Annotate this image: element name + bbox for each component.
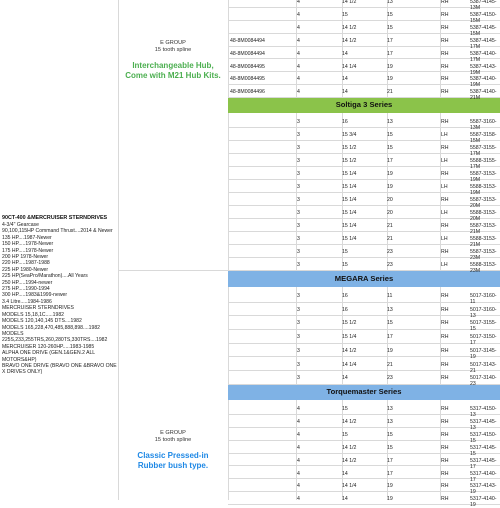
sku-cell: 5588-3153-23M	[470, 262, 497, 274]
rotation-cell: LH	[441, 132, 448, 138]
rotation-cell: RH	[441, 145, 449, 151]
pitch-cell: 23	[387, 262, 393, 268]
table-row	[228, 166, 500, 183]
sku-cell: 5317-4145-13	[470, 418, 497, 431]
diameter-cell: 15 1/4	[342, 184, 357, 190]
rotation-cell: LH	[441, 236, 448, 242]
sku-cell: 5587-3153-21M	[470, 223, 497, 235]
rotation-cell: RH	[441, 223, 449, 229]
pitch-cell: 19	[387, 63, 393, 70]
sku-cell: 5317-4150-15	[470, 431, 497, 444]
rotation-cell: RH	[441, 444, 449, 451]
compatibility-line: MODELS 120,140,145 DTS....1982	[2, 318, 82, 325]
sku-cell: 5387-4143-19M	[470, 63, 497, 76]
blade-count-cell: 4	[297, 89, 300, 96]
diameter-cell: 15 1/4	[342, 334, 357, 341]
blade-count-cell: 4	[297, 406, 300, 412]
compatibility-line: 150 HP.....1978-Newer	[2, 241, 54, 248]
torquemaster-series-header: Torquemaster Series	[228, 384, 500, 400]
rotation-cell: RH	[441, 24, 449, 31]
diameter-cell: 14 1/4	[342, 63, 357, 70]
pitch-cell: 15	[387, 444, 393, 451]
compatibility-line: MODELS 15,18,1C.....1982	[2, 311, 65, 318]
sku-cell: 5588-3153-19M	[470, 184, 497, 196]
table-row	[228, 453, 500, 470]
sku-cell: 5587-3158-15M	[470, 132, 497, 144]
sku-cell: 5317-4143-19	[470, 483, 497, 496]
sku-cell: 5387-4140-21M	[470, 89, 497, 102]
diameter-cell: 14 1/2	[342, 37, 357, 44]
diameter-cell: 16	[342, 306, 348, 313]
table-row	[228, 71, 500, 89]
diameter-cell: 14 1/2	[342, 418, 357, 425]
sku-cell: 5587-3155-17M	[470, 145, 497, 157]
blade-count-cell: 4	[297, 483, 300, 490]
e-group-highlight: Interchangeable Hub, Come with M21 Hub Kits.	[125, 61, 221, 80]
compatibility-line: 225 HP 1980-Newer	[2, 266, 49, 273]
sku-cell: 5387-4150-15M	[470, 11, 497, 24]
compatibility-line: MODELS	[2, 330, 24, 337]
table-row	[228, 244, 500, 261]
table-row	[228, 46, 500, 63]
table-row	[228, 33, 500, 50]
sku-cell: 5317-4150-13	[470, 406, 497, 418]
sku-cell: 5587-3160-13M	[470, 119, 497, 131]
table-row	[228, 329, 500, 347]
blade-count-cell: 3	[297, 158, 300, 164]
rotation-cell: RH	[441, 171, 449, 177]
table-row	[228, 343, 500, 358]
pitch-cell: 21	[387, 361, 393, 368]
megara-series-header: MEGARA Series	[228, 271, 500, 287]
compatibility-line: 200 HP 1978-Newer	[2, 254, 49, 261]
pitch-cell: 17	[387, 50, 393, 57]
blade-count-cell: 3	[297, 184, 300, 190]
sku-cell: 5317-4140-17	[470, 470, 497, 483]
table-row	[228, 20, 500, 37]
table-row	[228, 466, 500, 483]
rotation-cell: RH	[441, 76, 449, 83]
table-row	[228, 257, 500, 274]
mercury-part-cell: 48-8M0084495	[230, 63, 265, 70]
table-row	[228, 401, 500, 418]
blade-count-cell: 3	[297, 132, 300, 138]
blade-count-cell: 4	[297, 11, 300, 18]
e-group-highlight: Classic Pressed-in Rubber bush type.	[137, 451, 209, 470]
rotation-cell: RH	[441, 306, 449, 313]
blade-count-cell: 3	[297, 223, 300, 229]
blade-count-cell: 3	[297, 306, 300, 313]
sku-cell: 5317-4145-15	[470, 444, 497, 457]
diameter-cell: 15 3/4	[342, 132, 357, 138]
rotation-cell: RH	[441, 361, 449, 368]
soltiga-series-header: Soltiga 3 Series	[228, 97, 500, 113]
compatibility-line: 300 HP.....1983&1999-newer	[2, 292, 68, 299]
diameter-cell: 14	[342, 470, 348, 477]
pitch-cell: 13	[387, 418, 393, 425]
pitch-cell: 21	[387, 89, 393, 96]
rotation-cell: LH	[441, 262, 448, 268]
blade-count-cell: 3	[297, 171, 300, 177]
diameter-cell: 15	[342, 11, 348, 18]
sku-cell: 5387-4145-17M	[470, 37, 497, 50]
table-row	[228, 302, 500, 317]
compatibility-line: 220 HP.....1987-1988	[2, 260, 50, 267]
pitch-cell: 15	[387, 431, 393, 438]
pitch-cell: 17	[387, 158, 393, 164]
rotation-cell: RH	[441, 347, 449, 354]
compatibility-line: 3.4 Litre.....1984-1986	[2, 298, 52, 305]
blade-count-cell: 3	[297, 361, 300, 368]
pitch-cell: 11	[387, 293, 393, 299]
sku-cell: 5317-4140-19	[470, 496, 497, 508]
pitch-cell: 21	[387, 223, 393, 229]
diameter-cell: 14	[342, 375, 348, 382]
blade-count-cell: 4	[297, 418, 300, 425]
diameter-cell: 14	[342, 76, 348, 83]
compatibility-line: 225 HP(SeaPro/Marathon)....All Years	[2, 273, 88, 280]
compatibility-line: MERCRUISER 120-260HP.....1983-1985	[2, 343, 95, 350]
compatibility-line: 275 HP.....1990-1994	[2, 286, 50, 293]
compatibility-lines	[2, 222, 117, 376]
table-row	[228, 205, 500, 222]
diameter-cell: 14	[342, 50, 348, 57]
blade-count-cell: 4	[297, 37, 300, 44]
compatibility-line: X DRIVES ONLY)	[2, 369, 43, 376]
diameter-cell: 15	[342, 249, 348, 255]
blade-count-cell: 3	[297, 262, 300, 268]
pitch-cell: 17	[387, 37, 393, 44]
rotation-cell: RH	[441, 470, 449, 477]
table-row	[228, 370, 500, 388]
sku-cell: 5588-3153-20M	[470, 210, 497, 222]
diameter-cell: 15	[342, 406, 348, 412]
diameter-cell: 14	[342, 496, 348, 503]
rotation-cell: RH	[441, 50, 449, 57]
mercury-part-cell: 48-8M0084496	[230, 89, 265, 96]
pitch-cell: 19	[387, 483, 393, 490]
diameter-cell: 15 1/2	[342, 320, 357, 327]
pitch-cell: 23	[387, 249, 393, 255]
sku-cell: 5317-4145-17	[470, 457, 497, 470]
pitch-cell: 23	[387, 375, 393, 382]
rotation-cell: RH	[441, 375, 449, 382]
blade-count-cell: 4	[297, 0, 300, 5]
pitch-cell: 17	[387, 457, 393, 464]
table-row	[228, 140, 500, 157]
table-row	[228, 231, 500, 248]
compatibility-line: BRAVO ONE DRIVE (BRAVO ONE &BRAVO ONE	[2, 362, 117, 369]
mercury-part-cell: 48-8M0084495	[230, 76, 265, 83]
pitch-cell: 15	[387, 11, 393, 18]
blade-count-cell: 3	[297, 210, 300, 216]
diameter-cell: 14 1/2	[342, 0, 357, 5]
diameter-cell: 15 1/4	[342, 171, 357, 177]
pitch-cell: 19	[387, 496, 393, 503]
mercury-part-cell: 48-8M0084494	[230, 50, 265, 57]
blade-count-cell: 4	[297, 76, 300, 83]
blade-count-cell: 3	[297, 293, 300, 299]
sku-cell: 5387-4145-15M	[470, 24, 497, 37]
rotation-cell: LH	[441, 158, 448, 164]
table-row	[228, 127, 500, 144]
rotation-cell: RH	[441, 119, 449, 125]
diameter-cell: 15 1/2	[342, 145, 357, 151]
sku-cell: 5017-3160-11	[470, 293, 497, 305]
e-group-title: E GROUP	[160, 430, 186, 436]
blade-count-cell: 3	[297, 320, 300, 327]
table-row	[228, 7, 500, 24]
sku-cell: 5017-3155-15	[470, 320, 497, 333]
pitch-cell: 17	[387, 470, 393, 477]
rotation-cell: RH	[441, 11, 449, 18]
table-row	[228, 315, 500, 333]
compatibility-line: 135 HP....1987-Newer	[2, 234, 52, 241]
compatibility-title: 90CT-400 &MERCRUISER STERNDRIVES	[2, 215, 108, 221]
blade-count-cell: 4	[297, 457, 300, 464]
sku-cell: 5587-3153-19M	[470, 171, 497, 183]
blade-count-cell: 4	[297, 496, 300, 503]
e-group-spline: 15 tooth spline	[154, 46, 192, 53]
blade-count-cell: 3	[297, 197, 300, 203]
compatibility-line: 4-3/4" Gearcase	[2, 222, 39, 228]
rotation-cell: RH	[441, 197, 449, 203]
rotation-cell: RH	[441, 63, 449, 70]
diameter-cell: 14 1/4	[342, 483, 357, 490]
rotation-cell: RH	[441, 418, 449, 425]
pitch-cell: 17	[387, 334, 393, 341]
blade-count-cell: 4	[297, 50, 300, 57]
table-row	[228, 414, 500, 431]
blade-count-cell: 4	[297, 470, 300, 477]
diameter-cell: 16	[342, 119, 348, 125]
diameter-cell: 15 1/4	[342, 223, 357, 229]
pitch-cell: 13	[387, 306, 393, 313]
sku-cell: 5588-3155-17M	[470, 158, 497, 170]
table-row	[228, 153, 500, 170]
table-row	[228, 192, 500, 209]
diameter-cell: 15	[342, 262, 348, 268]
rotation-cell: RH	[441, 249, 449, 255]
diameter-cell: 15 1/4	[342, 197, 357, 203]
compatibility-line: 225S,233,255TRS,260,280TS,330TRS....1982	[2, 337, 108, 344]
rotation-cell: RH	[441, 293, 449, 299]
diameter-cell: 14 1/2	[342, 444, 357, 451]
e-group-top	[118, 40, 228, 81]
e-group-spline: 15 tooth spline	[154, 436, 192, 443]
table-row	[228, 478, 500, 496]
sku-cell: 5587-3153-23M	[470, 249, 497, 261]
sku-cell: 5587-3153-20M	[470, 197, 497, 209]
table-row	[228, 84, 500, 102]
blade-count-cell: 3	[297, 236, 300, 242]
diameter-cell: 14	[342, 89, 348, 96]
blade-count-cell: 4	[297, 431, 300, 438]
rotation-cell: RH	[441, 0, 449, 5]
e-group-title: E GROUP	[160, 40, 186, 46]
sku-cell: 5387-4145-13M	[470, 0, 497, 11]
rotation-cell: RH	[441, 89, 449, 96]
blade-count-cell: 4	[297, 444, 300, 451]
compatibility-line: MERCRUISER STERNDRIVES	[2, 305, 74, 312]
sku-cell: 5588-3153-21M	[470, 236, 497, 248]
blade-count-cell: 3	[297, 145, 300, 151]
diameter-cell: 14 1/4	[342, 361, 357, 368]
sku-cell: 5017-3150-17	[470, 334, 497, 347]
table-row	[228, 440, 500, 457]
rotation-cell: RH	[441, 37, 449, 44]
e-group-bottom	[118, 430, 228, 471]
pitch-cell: 15	[387, 145, 393, 151]
table-row	[228, 357, 500, 372]
pitch-cell: 19	[387, 171, 393, 177]
blade-count-cell: 4	[297, 63, 300, 70]
sku-cell: 5017-3143-21	[470, 361, 497, 374]
compatibility-list	[2, 215, 117, 376]
rotation-cell: RH	[441, 483, 449, 490]
diameter-cell: 15 1/4	[342, 236, 357, 242]
compatibility-line: MOTORS&HP)	[2, 356, 37, 363]
table-row	[228, 491, 500, 508]
compatibility-line: ALPHA ONE DRIVE (GEN.1&GEN.2 ALL	[2, 350, 96, 357]
blade-count-cell: 3	[297, 347, 300, 354]
sku-cell: 5017-3145-19	[470, 347, 497, 360]
pitch-cell: 21	[387, 236, 393, 242]
rotation-cell: LH	[441, 210, 448, 216]
sku-cell: 5387-4140-17M	[470, 50, 497, 63]
rotation-cell: RH	[441, 496, 449, 503]
blade-count-cell: 4	[297, 24, 300, 31]
pitch-cell: 19	[387, 347, 393, 354]
table-row	[228, 179, 500, 196]
diameter-cell: 16	[342, 293, 348, 299]
mercury-part-cell: 48-8M0084494	[230, 37, 265, 44]
rotation-cell: RH	[441, 320, 449, 327]
compatibility-line: 175 HP.....1978-Newer	[2, 247, 54, 254]
pitch-cell: 15	[387, 132, 393, 138]
pitch-cell: 15	[387, 24, 393, 31]
pitch-cell: 19	[387, 76, 393, 83]
pitch-cell: 19	[387, 184, 393, 190]
blade-count-cell: 3	[297, 119, 300, 125]
blade-count-cell: 3	[297, 375, 300, 382]
blade-count-cell: 3	[297, 249, 300, 255]
table-row	[228, 218, 500, 235]
sku-cell: 5387-4140-19M	[470, 76, 497, 89]
blade-count-cell: 3	[297, 334, 300, 341]
diameter-cell: 14 1/2	[342, 24, 357, 31]
diameter-cell: 14 1/2	[342, 347, 357, 354]
pitch-cell: 13	[387, 119, 393, 125]
pitch-cell: 15	[387, 320, 393, 327]
table-row	[228, 114, 500, 131]
compatibility-line: 250 HP.....1994-newer	[2, 279, 53, 286]
diameter-cell: 15 1/2	[342, 158, 357, 164]
table-row	[228, 427, 500, 444]
diameter-cell: 15	[342, 431, 348, 438]
pitch-cell: 20	[387, 210, 393, 216]
compatibility-line: 90,100,115HP Command Thrust....2014 & Newer	[2, 228, 113, 235]
rotation-cell: RH	[441, 406, 449, 412]
group-divider	[118, 270, 228, 271]
pitch-cell: 20	[387, 197, 393, 203]
rotation-cell: RH	[441, 431, 449, 438]
table-row	[228, 59, 500, 76]
sku-cell: 5017-3160-13	[470, 306, 497, 319]
diameter-cell: 14 1/2	[342, 457, 357, 464]
rotation-cell: RH	[441, 334, 449, 341]
sku-cell: 5017-3140-23	[470, 375, 497, 388]
pitch-cell: 13	[387, 0, 393, 5]
rotation-cell: RH	[441, 457, 449, 464]
diameter-cell: 15 1/4	[342, 210, 357, 216]
pitch-cell: 13	[387, 406, 393, 412]
table-row	[228, 288, 500, 303]
compatibility-line: MODELS 165,228,470,485,888,898....1982	[2, 324, 100, 331]
rotation-cell: LH	[441, 184, 448, 190]
